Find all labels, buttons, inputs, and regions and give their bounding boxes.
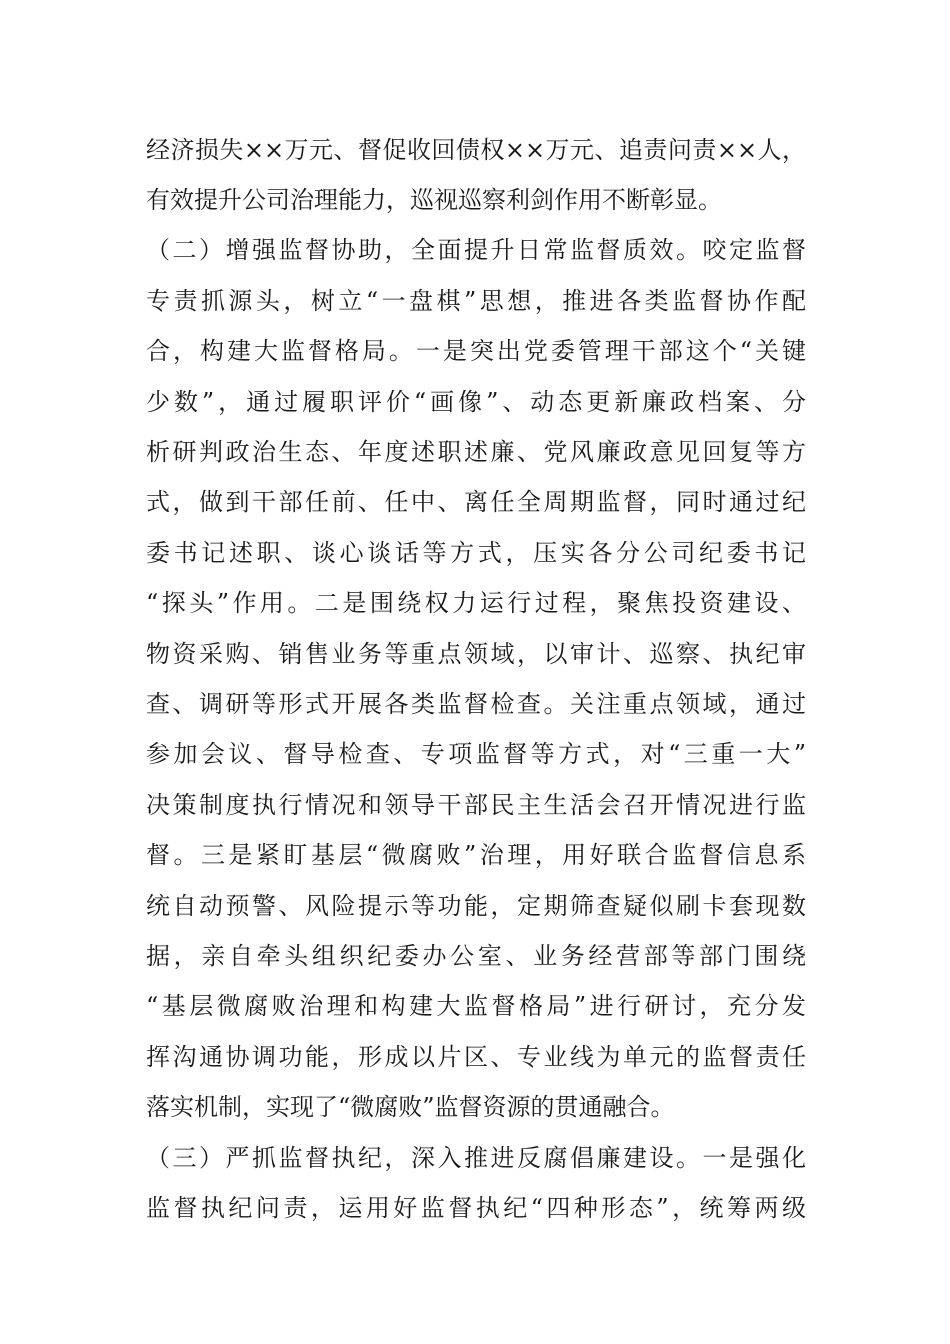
text-line: 查、调研等形式开展各类监督检查。关注重点领域，通过 <box>146 690 806 718</box>
text-line: 专责抓源头，树立“一盘棋”思想，推进各类监督协作配 <box>146 287 806 315</box>
text-line: 析研判政治生态、年度述职述廉、党风廉政意见回复等方 <box>146 438 806 466</box>
text-line: 委书记述职、谈心谈话等方式，压实各分公司纪委书记 <box>146 539 806 567</box>
text-line: 式，做到干部任前、任中、离任全周期监督，同时通过纪 <box>146 488 806 516</box>
text-line: 据，亲自牵头组织纪委办公室、业务经营部等部门围绕 <box>146 942 806 970</box>
text-line: 有效提升公司治理能力，巡视巡察利剑作用不断彰显。 <box>146 186 722 214</box>
text-line: 挥沟通协调功能，形成以片区、专业线为单元的监督责任 <box>146 1043 806 1071</box>
text-line: 督。三是紧盯基层“微腐败”治理，用好联合监督信息系 <box>146 841 806 869</box>
text-line: 物资采购、销售业务等重点领域，以审计、巡察、执纪审 <box>146 640 806 668</box>
text-line: （二）增强监督协助，全面提升日常监督质效。咬定监督 <box>146 236 806 264</box>
text-line: 决策制度执行情况和领导干部民主生活会召开情况进行监 <box>146 791 806 819</box>
text-line: 落实机制，实现了“微腐败”监督资源的贯通融合。 <box>146 1093 675 1121</box>
text-line: “基层微腐败治理和构建大监督格局”进行研讨，充分发 <box>146 992 806 1020</box>
text-line: 统自动预警、风险提示等功能，定期筛查疑似刷卡套现数 <box>146 892 806 920</box>
text-line: 监督执纪问责，运用好监督执纪“四种形态”，统筹两级 <box>146 1194 806 1222</box>
text-line: 经济损失××万元、督促收回债权××万元、追责问责××人， <box>146 136 806 164</box>
text-line: （三）严抓监督执纪，深入推进反腐倡廉建设。一是强化 <box>146 1144 806 1172</box>
text-line: 合，构建大监督格局。一是突出党委管理干部这个“关键 <box>146 337 806 365</box>
text-line: 少数”，通过履职评价“画像”、动态更新廉政档案、分 <box>146 388 806 416</box>
text-line: “探头”作用。二是围绕权力运行过程，聚焦投资建设、 <box>146 589 806 617</box>
text-line: 参加会议、督导检查、专项监督等方式，对“三重一大” <box>146 740 806 768</box>
